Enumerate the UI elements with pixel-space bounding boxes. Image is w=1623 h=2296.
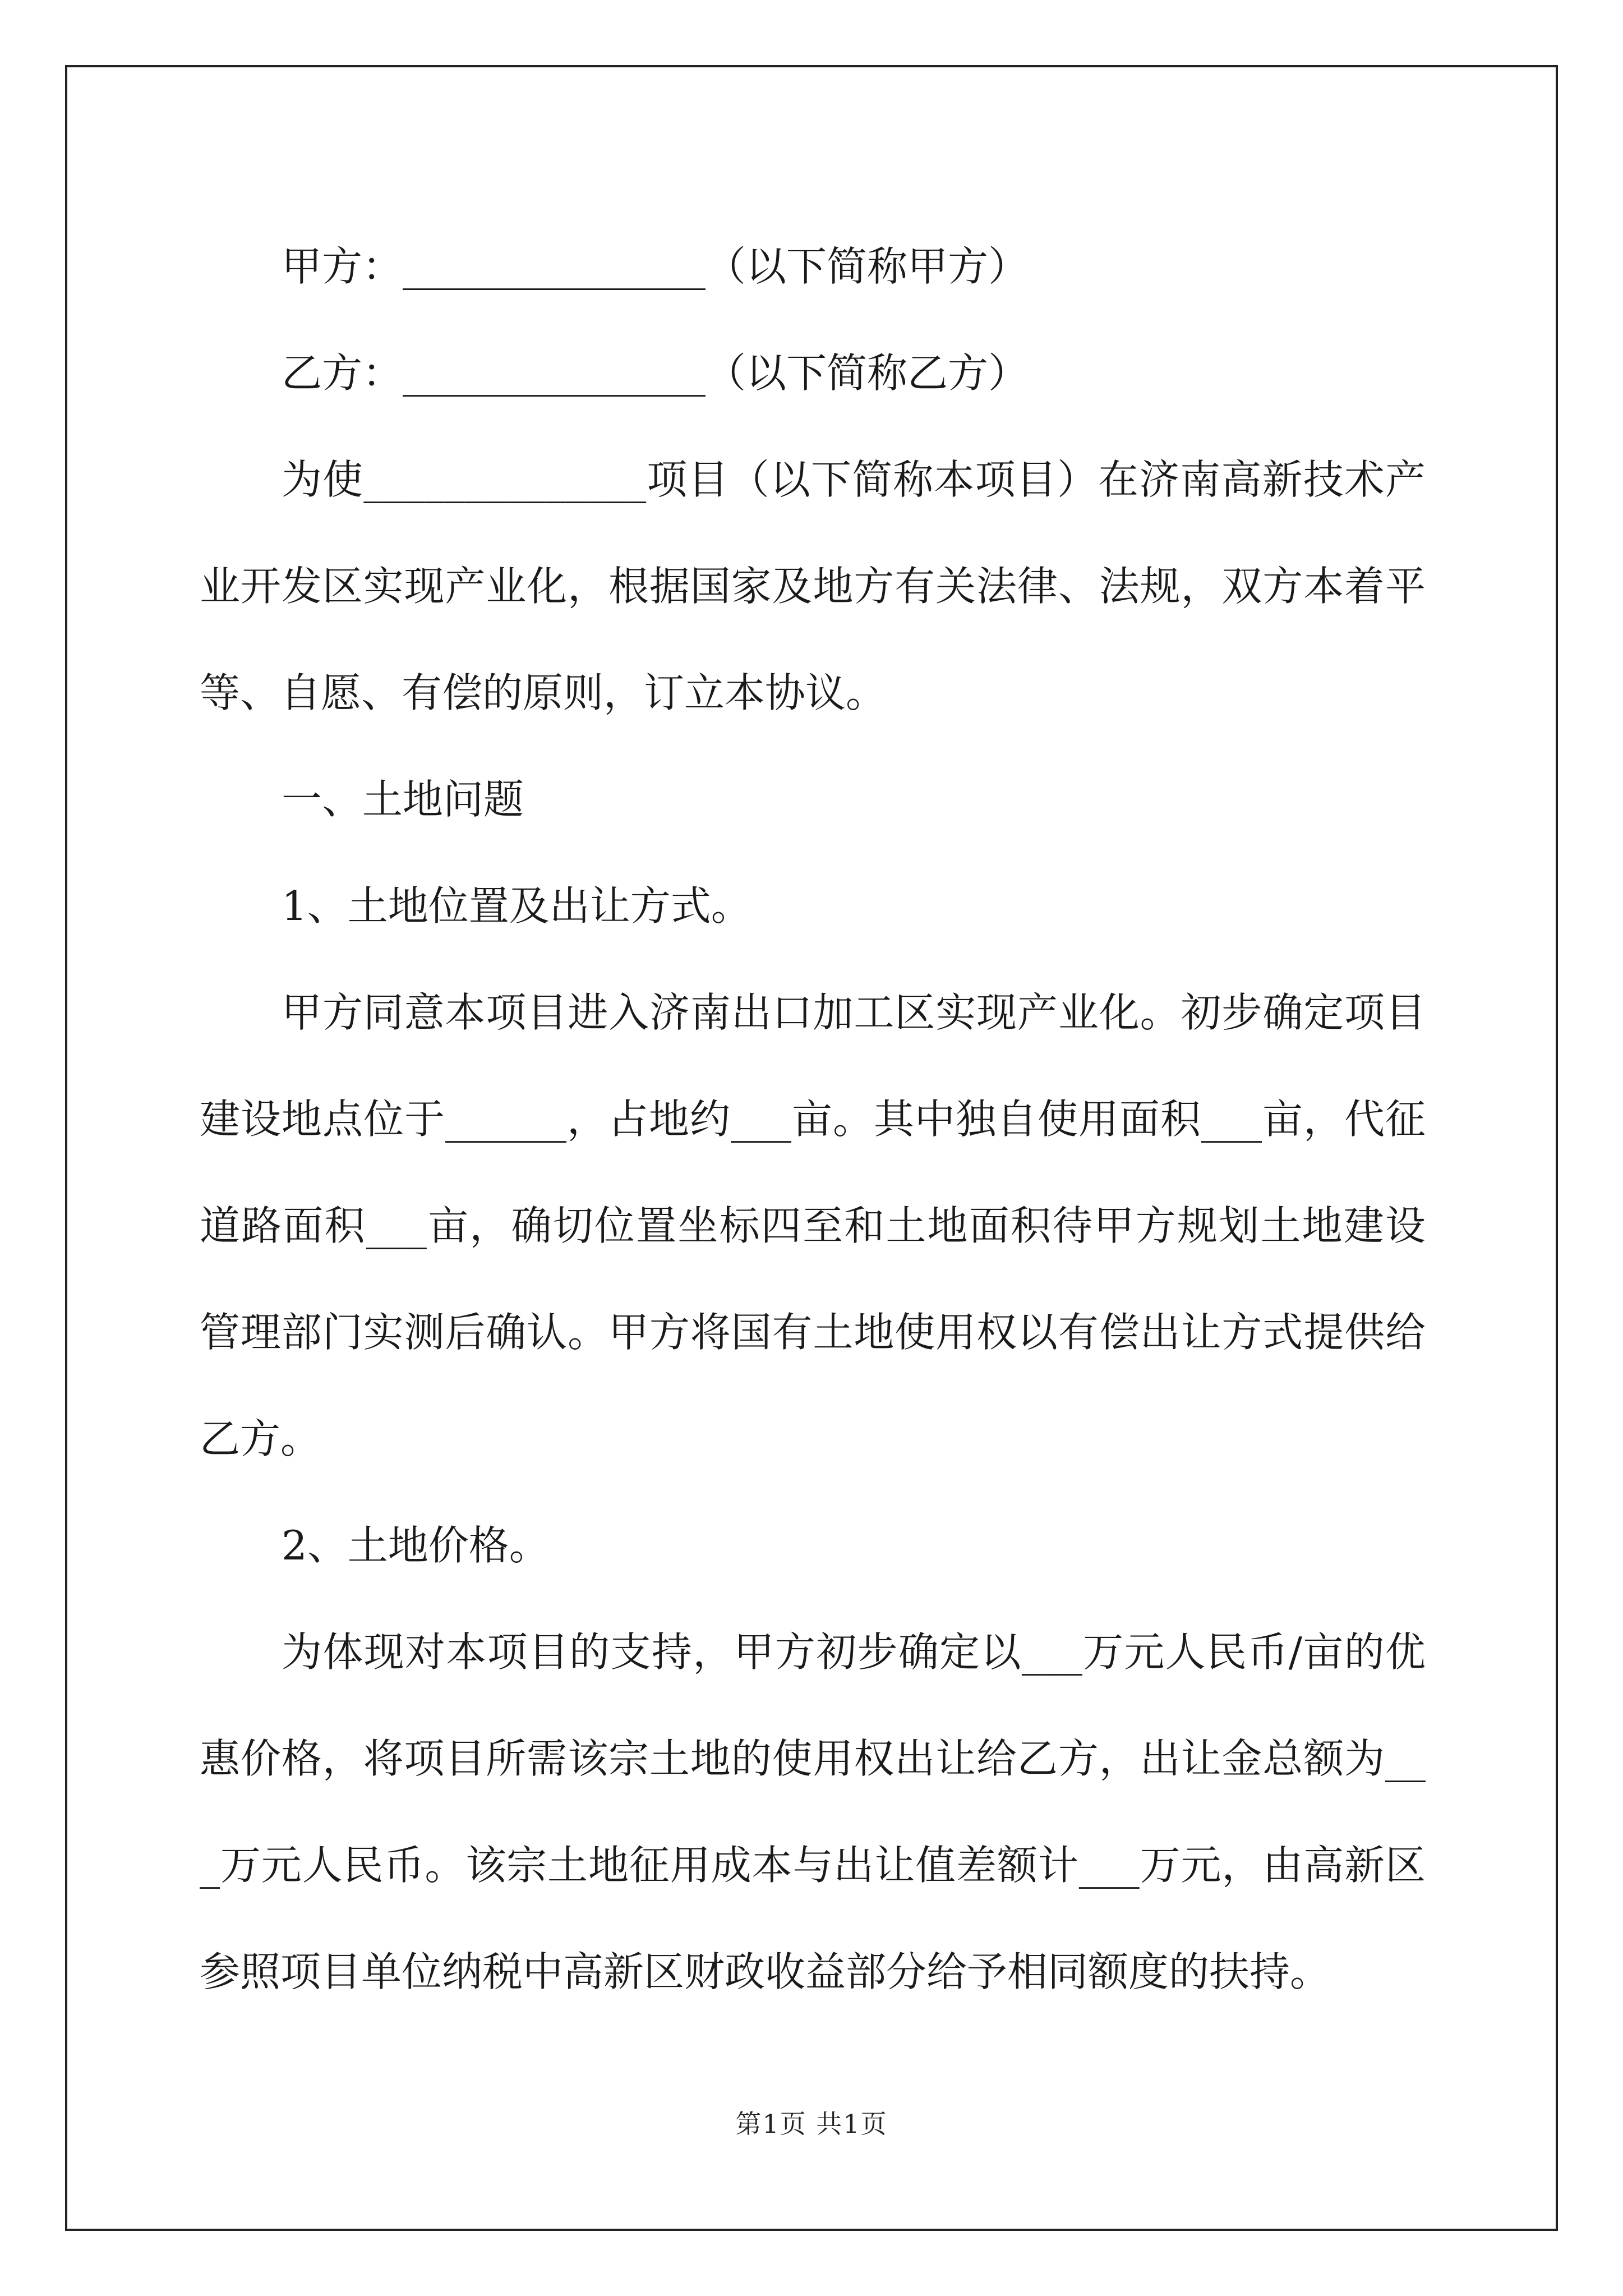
party-a-line: 甲方：_______________（以下简称甲方）: [282, 243, 1029, 290]
page-number-footer: 第1页 共1页: [735, 2109, 888, 2139]
document-body: [200, 213, 1426, 2025]
party-b-line: 乙方：_______________（以下简称乙方）: [282, 349, 1029, 397]
preamble-paragraph: 为使______________项目（以下简称本项目）在济南高新技术产业开发区实现产业化，根据国家及地方有关法律、法规，双方本着平等、自愿、有偿的原则，订立本协议。: [200, 456, 1426, 716]
subsection-heading-location: 1、土地位置及出让方式。: [282, 882, 751, 930]
subsection-heading-price: 2、土地价格。: [282, 1522, 550, 1569]
section-heading-land: 一、土地问题: [282, 776, 524, 823]
price-paragraph: 为体现对本项目的支持，甲方初步确定以___万元人民币/亩的优惠价格，将项目所需该宗土地的使用权出让给乙方，出让金总额为___万元人民币。该宗土地征用成本与出让值差额计___万元，由高新区参照项目单位纳税中高新区财政收益部分给予相同额度的扶持。: [200, 1628, 1426, 1995]
location-paragraph: 甲方同意本项目进入济南出口加工区实现产业化。初步确定项目建设地点位于______，占地约___亩。其中独自使用面积___亩，代征道路面积___亩，确切位置坐标四至和土地面积待甲方规划土地建设管理部门实测后确认。甲方将国有土地使用权以有偿出让方式提供给乙方。: [200, 989, 1426, 1462]
